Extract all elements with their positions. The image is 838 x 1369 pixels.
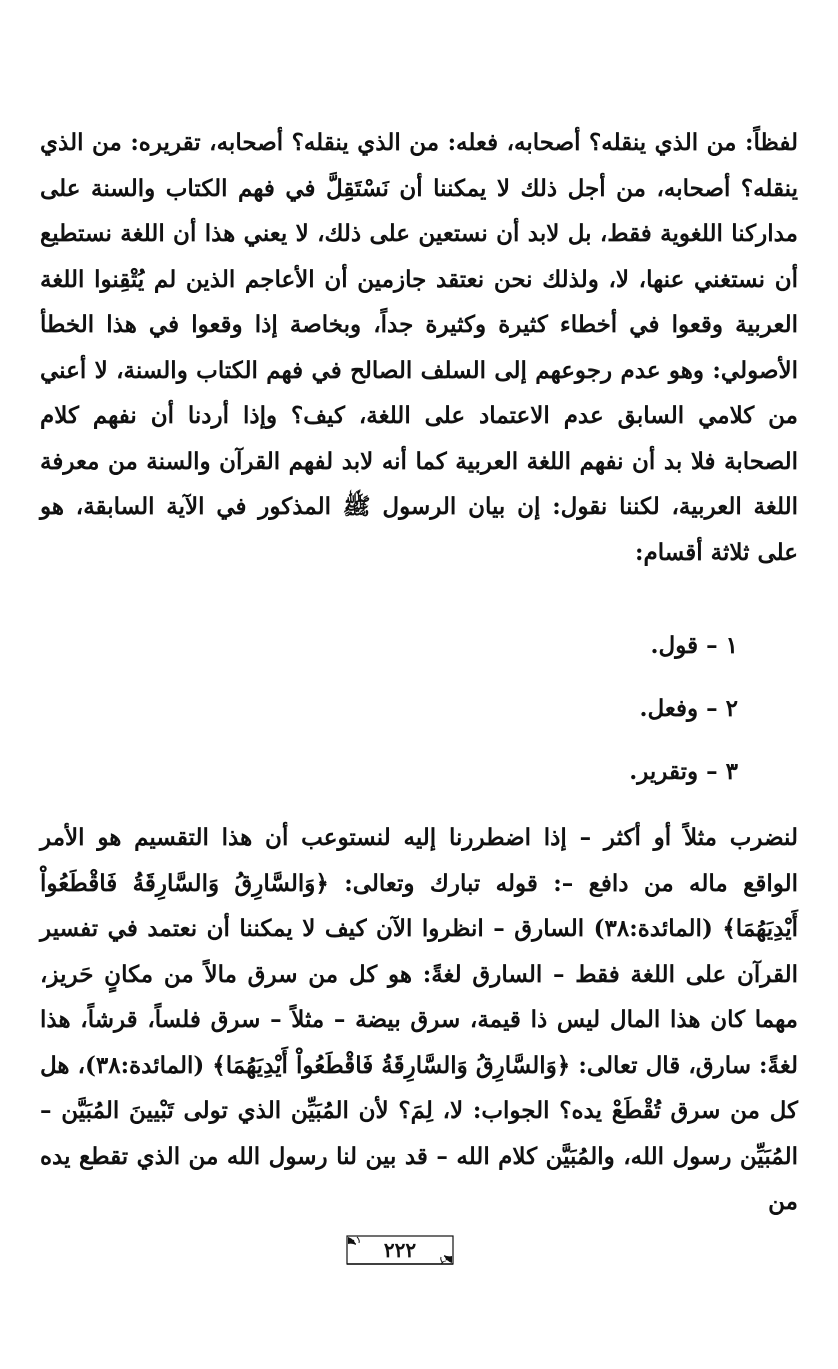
body-paragraph-2: لنضرب مثلاً أو أكثر – إذا اضطررنا إليه لنستوعب أن هذا التقسيم هو الأمر الواقع ماله من دافع –: قوله تبارك وتعالى: ﴿وَالسَّارِقُ وَالسَّارِقَةُ فَاقْطَعُواْ أَيْدِيَهُمَا﴾ (المائدة:٣٨) السارق – انظروا الآن كيف لا يمكننا أن نعتمد في تفسير القرآن على اللغة فقط – السارق لغةً: هو كل من سرق مالاً من مكانٍ حَريز، مهما كان هذا المال ليس ذا قيمة، سرق بيضة – مثلاً – سرق فلساً، قرشاً، هذا لغةً: سارق، قال تعالى: ﴿وَالسَّارِقُ وَالسَّارِقَةُ فَاقْطَعُواْ أَيْدِيَهُمَا﴾ (المائدة:٣٨)، هل كل من سرق تُقْطَعْ يده؟ الجواب: لا، لِمَ؟ لأن المُبَيِّن الذي تولى تَبْيينَ المُبَيَّن – المُبَيِّن رسول الله، والمُبَيَّن كلام الله – قد بين لنا رسول الله من الذي تقطع يده من: [40, 824, 798, 1215]
page-number: ٢٢٢: [383, 1238, 417, 1262]
list-item-2: ٢ – وفعل.: [639, 695, 738, 722]
page-number-frame: [345, 1233, 455, 1267]
list-item-3: ٣ – وتقرير.: [629, 758, 738, 785]
list-item-1: ١ – قول.: [650, 632, 738, 659]
body-paragraph-1: لفظاً: من الذي ينقله؟ أصحابه، فعله: من الذي ينقله؟ أصحابه، تقريره: من الذي ينقله؟ أصحابه، من أجل ذلك لا يمكننا أن نَسْتَقِلَّ في فهم الكتاب والسنة على مداركنا اللغوية فقط، بل لابد أن نستعين على ذلك، لا يعني هذا أن اللغة نستطيع أن نستغني عنها، لا، ولذلك نحن نعتقد جازمين أن الأعاجم الذين لم يُتْقِنوا اللغة العربية وقعوا في أخطاء كثيرة وكثيرة جداً، وبخاصة إذا وقعوا في هذا الخطأ الأصولي: وهو عدم رجوعهم إلى السلف الصالح في فهم الكتاب والسنة، لا أعني من كلامي السابق عدم الاعتماد على اللغة، كيف؟ وإذا أردنا أن نفهم كلام الصحابة فلا بد أن نفهم اللغة العربية كما أنه لابد لفهم القرآن والسنة من معرفة اللغة العربية، لكننا نقول: إن بيان الرسول ﷺ المذكور في الآية السابقة، هو على ثلاثة أقسام:: [40, 129, 798, 566]
